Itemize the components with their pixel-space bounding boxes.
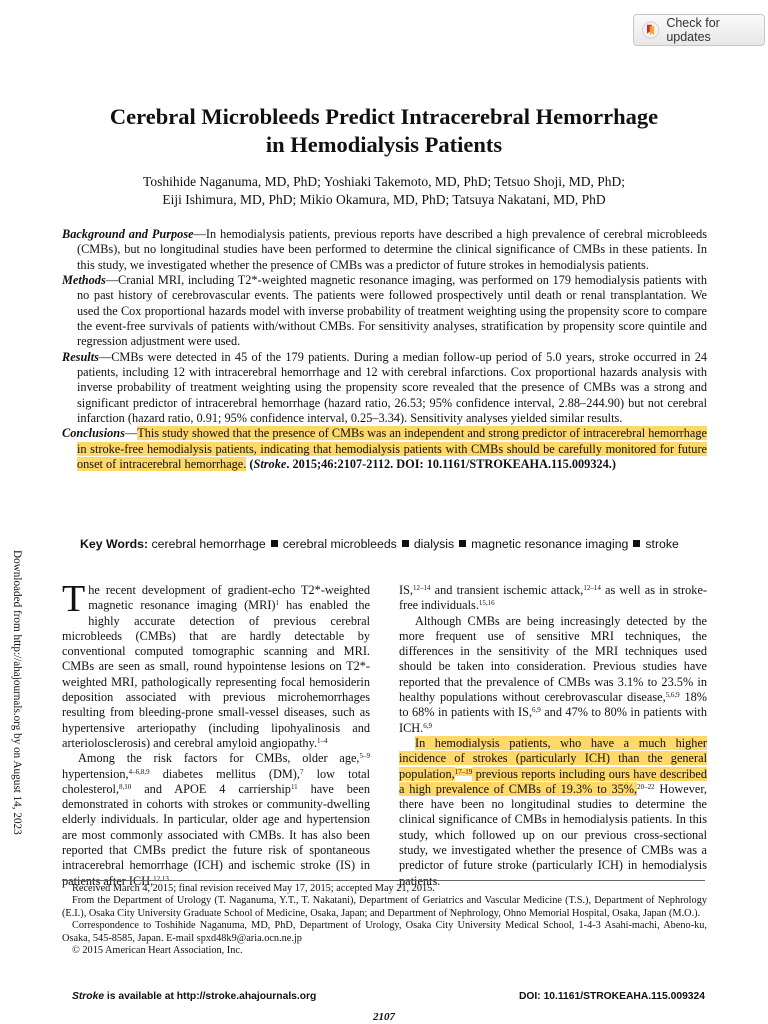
intro-paragraph-4 [399,736,707,889]
body-text: and APOE 4 carriership [131,781,291,796]
body-text: 18% to 68% in patients with IS, [399,690,707,720]
body-column-left [62,578,371,889]
body-text: he recent development of gradient-echo T2*-weighted magnetic resonance imaging (MRI) [88,583,370,613]
body-text: Although CMBs are being increasingly detected by the more frequent use of sensitive MRI techniques, the differences in the sensitivity of the MRI techniques used should be taken into consideration. Previous studies have reported that the prevalence of CMBs was 3.1% to 23.5% in healthy populations without cerebrovascular disease, [399,613,707,705]
key-words-label: Key Words: [80,537,149,551]
download-note-text: Downloaded from http://ahajournals.org by on August 14, 2023 [11,550,23,835]
body-text: hypertension, [62,766,129,781]
body-text: have been demonstrated in cohorts with strokes or community-dwelling elderly individuals. In particular, older age and hypertension are most commonly associated with CMBs. It has also been reported that CMBs predict the future risk of spontaneous intracerebral hemorrhage (ICH) and ischemic stroke (IS) in patients after ICH, [62,781,370,888]
check-for-updates-button[interactable] [633,14,765,46]
abstract-conclusions [62,426,707,472]
intro-paragraph-2 [62,751,370,889]
methods-text: —Cranial MRI, including T2*-weighted magnetic resonance imaging, was performed on 179 hemodialysis patients with no past history of cerebrovascular events. The patients were followed prospectively until death or renal transplantation. We used the Cox proportional hazards model with inverse probability of treatment weighting using the propensity score to compare the event-free survivals of patients with/without CMBs. For sensitivity analyses, stratification by propensity score quintile and regression adjustment were used. [77,273,707,349]
footnote-received: Received March 4, 2015; final revision received May 17, 2015; accepted May 21, 2015. [72,883,435,894]
abstract [62,227,707,473]
body-text: and transient ischemic attack, [430,583,584,597]
footnote-affiliations: From the Department of Urology (T. Naganuma, Y.T., T. Nakatani), Department of Geriatrics and Vascular Medicine (T.S.), Department of Nephrology (E.I.), Osaka City University Graduate School of Medicine, Osaka, Japan; and Department of Nephrology, Ohno Memorial Hospital, Osaka, Japan (M.O.). [62,895,707,919]
conclusions-dash: — [124,426,138,441]
citation-open: ( [246,457,254,472]
citation-rest: . 2015;46:2107-2112. DOI: 10.1161/STROKEAHA.115.009324.) [286,457,616,472]
citation-ref: 11 [290,782,298,791]
footer-doi: DOI: 10.1161/STROKEAHA.115.009324 [518,991,705,1002]
intro-paragraph-3 [399,614,707,736]
background-label: Background and Purpose [62,227,194,241]
citation-ref: 17–19 [454,767,473,776]
highlighted-text: previous reports including ours have described a high prevalence of CMBs of 19.3% to 35%, [399,766,707,796]
footnotes [62,883,707,957]
body-text: and 47% to 80% in patients with ICH. [399,705,707,735]
body-text: has enabled the highly accurate detection of previous cerebral microbleeds (CMBs) that are hardly detectable by conventional computed tomographic scanning and MRI. CMBs are seen as small, round hypointense lesions on T2*-weighted MRI, pathologically representing focal hemosiderin deposition associated with previous microhemorrhages resulting from bleeding-prone small-vessel diseases, such as hypertensive arteriopathy (including lipohyalinosis and arteriolosclerosis) and cerebral amyloid angiopathy. [62,598,371,750]
citation-ref: 1–4 [316,736,328,745]
title-line-2: in Hemodialysis Patients [265,132,503,157]
body-text: as well as in stroke-free individuals. [399,583,707,613]
keyword: cerebral microbleeds [282,537,397,551]
citation-ref: 15,16 [478,599,495,608]
page-number: 2107 [373,1011,395,1023]
footnote-copyright: © 2015 American Heart Association, Inc. [72,945,243,957]
citation-journal: Stroke [253,457,287,472]
check-for-updates-icon [642,21,659,39]
citation-ref: 5,6,9 [665,691,680,700]
intro-paragraph-continued [399,583,707,614]
square-bullet-icon [459,540,466,547]
body-text: IS, [399,583,414,597]
body-text: low total cholesterol, [62,766,371,796]
citation-ref: 20–22 [637,782,655,791]
abstract-results [62,350,707,427]
abstract-background [62,227,707,273]
citation-ref: 8,10 [119,782,132,791]
citation-ref: 12–14 [413,584,431,592]
footnote-correspondence: Correspondence to Toshihide Naganuma, MD, PhD, Department of Urology, Osaka City University Medical School, 1-4-3 Asahi-machi, Abeno-ku, Osaka, 545-8585, Japan. E-mail spxd48k9@aria.ocn.ne.jp [62,920,707,944]
authors-line-2: Eiji Ishimura, MD, PhD; Mikio Okamura, MD, PhD; Tatsuya Nakatani, MD, PhD [162,192,606,207]
square-bullet-icon [633,540,640,547]
drop-cap: T [62,578,86,620]
authors-line-1: Toshihide Naganuma, MD, PhD; Yoshiaki Takemoto, MD, PhD; Tetsuo Shoji, MD, PhD; [143,174,625,189]
body-text: Among the risk factors for CMBs, older age, [78,751,360,766]
citation-ref: 5–9 [359,752,370,761]
keyword: stroke [645,537,679,551]
background-text: —In hemodialysis patients, previous reports have described a high prevalence of cerebral microbleeds (CMBs), but no longitudinal studies have been performed to determine the clinical significance of CMBs in these patients. In this study, we investigated whether the presence of CMBs was a predictor of future strokes in hemodialysis patients. [77,227,708,272]
journal-name: Stroke [72,991,105,1002]
key-words [80,536,720,552]
journal-url-text[interactable]: is available at http://stroke.ahajournals.org [104,991,317,1002]
conclusions-label: Conclusions [62,426,125,441]
download-note [8,520,26,865]
keyword: dialysis [413,537,455,551]
citation-ref: 6,9 [532,706,541,715]
footnote-divider [62,880,705,881]
body-text: diabetes mellitus (DM), [149,766,300,781]
check-for-updates-label: Check for updates [666,16,720,44]
results-text: —CMBs were detected in 45 of the 179 patients. During a median follow-up period of 5.0 years, stroke occurred in 24 patients, including 12 with intracerebral hemorrhage and 12 with cerebral infarctions. Cox proportional hazards analysis with inverse probability of treatment weighting using the propensity score revealed that the presence of CMBs was a strong and significant predictor of intracerebral hemorrhage (hazard ratio, 26.53; 95% confidence interval, 2.88–244.90) but not cerebral infarction (hazard ratio, 0.91; 95% confidence interval, 0.25–3.34). Sensitivity analyses yielded similar results. [77,349,707,426]
abstract-methods [62,273,707,350]
citation-ref: 4–6,8,9 [128,767,150,776]
highlighted-text: In hemodialysis patients, who have a much higher incidence of strokes (particularly ICH) than the general population, [399,735,707,781]
author-list [0,173,768,209]
methods-label: Methods [62,273,106,288]
citation-ref: 12–14 [583,584,601,592]
results-label: Results [62,349,99,364]
square-bullet-icon [271,540,278,547]
intro-paragraph-1 [62,578,371,751]
square-bullet-icon [402,540,409,547]
citation-ref: 12,13 [153,874,169,883]
citation-ref: 6,9 [423,721,433,730]
body-column-right [399,583,707,889]
body-text: However, there have been no longitudinal studies to determine the clinical significance of CMBs in hemodialysis patients. In this study, which followed up on our previous cross-sectional study, we investigated whether the presence of CMBs was a predictor of future stroke (particularly ICH) in hemodialysis patients. [399,781,707,888]
journal-availability [72,991,316,1002]
citation-ref: 1 [275,599,280,608]
keyword: magnetic resonance imaging [471,537,629,551]
article-title [0,103,768,159]
conclusions-highlight: This study showed that the presence of CMBs was an independent and strong predictor of intracerebral hemorrhage in stroke-free hemodialysis patients, indicating that hemodialysis patients with CMBs should be carefully monitored for future onset of intracerebral hemorrhage. [77,426,707,472]
keyword: cerebral hemorrhage [151,537,266,551]
citation-ref: 7 [299,767,304,776]
title-line-1: Cerebral Microbleeds Predict Intracerebral Hemorrhage [109,104,659,129]
